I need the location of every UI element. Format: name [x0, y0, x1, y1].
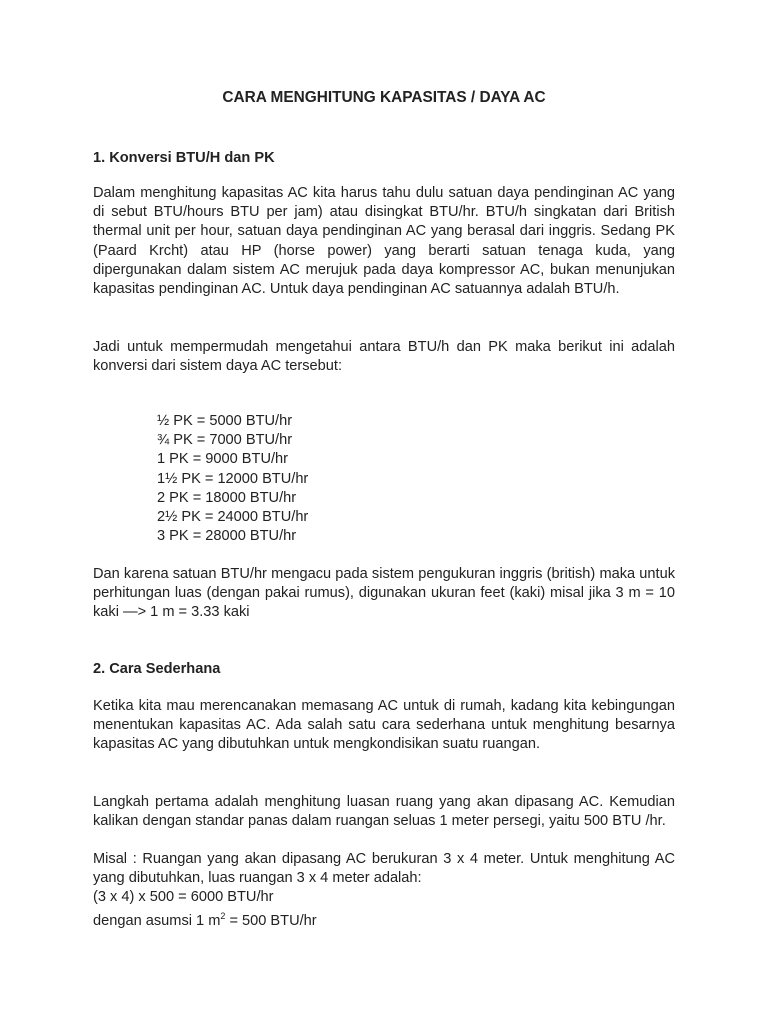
list-item: 2½ PK = 24000 BTU/hr [157, 509, 309, 526]
paragraph-btu-intro: Dalam menghitung kapasitas AC kita harus tahu dulu satuan daya pendinginan AC yang di sebut BTU/hours BTU per jam) atau disingkat BTU/hr. BTU/h singkatan dari British thermal unit per hour, satuan daya pendinginan AC yang berasal dari inggris. Sedang PK (Paard Krcht) atau HP (horse power) yang berarti satuan tenaga kuda, yang dipergunakan dalam sistem AC merujuk pada daya kompressor AC, bukan menunjukan kapasitas pendinginan AC. Untuk daya pendinginan AC satuannya adalah BTU/h. [93, 185, 675, 298]
section-heading-konversi: 1. Konversi BTU/H dan PK [93, 150, 275, 166]
list-item: 3 PK = 28000 BTU/hr [157, 528, 297, 545]
formula-line: (3 x 4) x 500 = 6000 BTU/hr [93, 889, 274, 905]
page-title: CARA MENGHITUNG KAPASITAS / DAYA AC [222, 89, 546, 106]
paragraph-conversion-intro: Jadi untuk mempermudah mengetahui antara BTU/h dan PK maka berikut ini adalah konversi dari sistem daya AC tersebut: [93, 339, 675, 375]
list-item: ¾ PK = 7000 BTU/hr [157, 432, 293, 449]
section-heading-cara-sederhana: 2. Cara Sederhana [93, 661, 221, 677]
list-item: 1½ PK = 12000 BTU/hr [157, 470, 309, 487]
assumption-value: = 500 BTU/hr [225, 912, 317, 929]
paragraph-first-step: Langkah pertama adalah menghitung luasan ruang yang akan dipasang AC. Kemudian kalikan dengan standar panas dalam ruangan seluas 1 meter persegi, yaitu 500 BTU /hr. [93, 794, 675, 830]
paragraph-example: Misal : Ruangan yang akan dipasang AC berukuran 3 x 4 meter. Untuk menghitung AC yang dibutuhkan, luas ruangan 3 x 4 meter adalah: [93, 851, 675, 887]
list-item: ½ PK = 5000 BTU/hr [157, 413, 293, 429]
conversion-list [157, 412, 308, 546]
list-item: 2 PK = 18000 BTU/hr [157, 489, 297, 506]
paragraph-feet-conversion: Dan karena satuan BTU/hr mengacu pada sistem pengukuran inggris (british) maka untuk perhitungan luas (dengan pakai rumus), digunakan ukuran feet (kaki) misal jika 3 m = 10 kaki —> 1 m = 3.33 kaki [93, 566, 675, 621]
superscript-two: 2 [220, 911, 226, 921]
assumption-text: dengan asumsi 1 m [93, 912, 221, 929]
list-item: 1 PK = 9000 BTU/hr [157, 451, 289, 468]
assumption-line [93, 907, 675, 931]
paragraph-planning-ac: Ketika kita mau merencanakan memasang AC untuk di rumah, kadang kita kebingungan menentukan kapasitas AC. Ada salah satu cara sederhana untuk menghitung besarnya kapasitas AC yang dibutuhkan untuk mengkondisikan suatu ruangan. [93, 698, 675, 753]
